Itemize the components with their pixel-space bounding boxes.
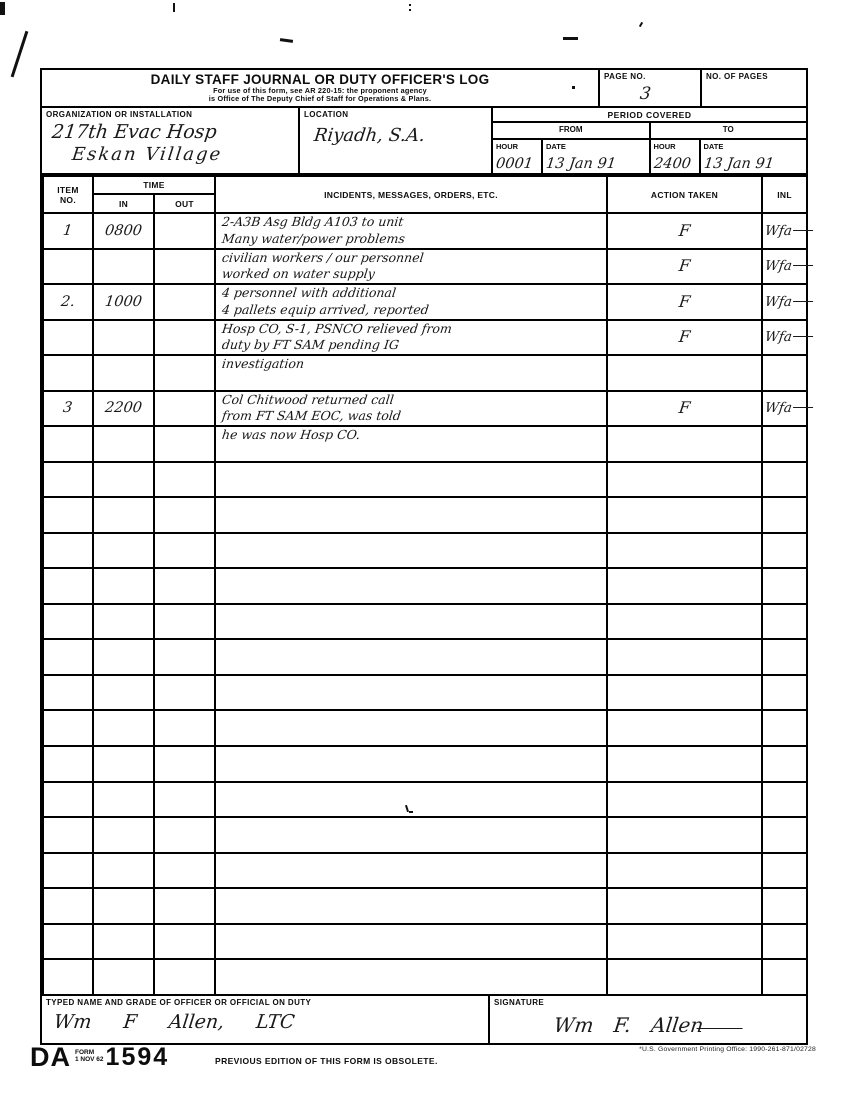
period-hour-date-labels — [493, 140, 806, 154]
journal-cell-incid — [215, 853, 607, 889]
from-hour-label: HOUR — [493, 140, 543, 154]
journal-cell-item — [43, 853, 93, 889]
journal-cell-out — [154, 213, 215, 249]
journal-row — [43, 924, 807, 960]
journal-row — [43, 604, 807, 640]
journal-cell-incid — [215, 213, 607, 249]
journal-cell-inl — [762, 249, 807, 285]
journal-cell-out — [154, 888, 215, 924]
journal-cell-action — [607, 817, 762, 853]
journal-cell-out — [154, 249, 215, 285]
journal-cell-out — [154, 924, 215, 960]
location-box — [300, 108, 493, 173]
journal-cell-in — [93, 249, 154, 285]
form-title: DAILY STAFF JOURNAL OR DUTY OFFICER'S LOG — [150, 72, 490, 87]
journal-row — [43, 959, 807, 995]
signature-band — [42, 996, 806, 1043]
col-header-time-out: OUT — [154, 194, 215, 213]
org-band — [42, 108, 806, 175]
form-subtitle-line2: is Office of The Deputy Chief of Staff for Operations & Plans. — [208, 94, 432, 103]
to-date-value: 13 Jan 91 — [702, 156, 775, 172]
log-table-body — [43, 213, 807, 995]
journal-cell-item — [43, 604, 93, 640]
organization-value-line1: 217th Evac Hosp — [50, 121, 219, 143]
journal-cell-out — [154, 391, 215, 427]
journal-cell-out — [154, 710, 215, 746]
journal-cell-in — [93, 639, 154, 675]
journal-cell-inl — [762, 924, 807, 960]
journal-cell-incid — [215, 924, 607, 960]
journal-cell-in — [93, 284, 154, 320]
in-value: 2200 — [104, 400, 143, 417]
journal-cell-item — [43, 782, 93, 818]
journal-cell-incid — [215, 710, 607, 746]
journal-cell-item — [43, 710, 93, 746]
scan-mark-slash — [11, 31, 28, 77]
journal-cell-in — [93, 746, 154, 782]
journal-cell-action — [607, 959, 762, 995]
page-no-value: 3 — [638, 84, 653, 104]
col-header-action: ACTION TAKEN — [607, 176, 762, 213]
journal-cell-action — [607, 675, 762, 711]
action-value: F — [677, 220, 692, 240]
item-value: 1 — [62, 222, 74, 239]
entry-text-line: Col Chitwood returned call — [221, 391, 395, 407]
journal-cell-item — [43, 888, 93, 924]
entry-text-line: from FT SAM EOC, was told — [221, 408, 402, 424]
journal-row — [43, 462, 807, 498]
period-to-label: TO — [722, 125, 734, 134]
journal-row — [43, 639, 807, 675]
journal-row — [43, 817, 807, 853]
journal-cell-action — [607, 497, 762, 533]
journal-row — [43, 533, 807, 569]
journal-cell-in — [93, 817, 154, 853]
journal-cell-incid — [215, 888, 607, 924]
journal-cell-incid — [215, 426, 607, 462]
scan-mark — [409, 9, 411, 11]
journal-cell-in — [93, 675, 154, 711]
journal-cell-out — [154, 568, 215, 604]
col-header-time-in: IN — [93, 194, 154, 213]
scan-mark — [280, 38, 293, 42]
journal-cell-out — [154, 959, 215, 995]
form-footer — [30, 1044, 830, 1084]
journal-cell-action — [607, 710, 762, 746]
journal-row — [43, 249, 807, 285]
journal-cell-action — [607, 888, 762, 924]
no-of-pages-label: NO. OF PAGES — [706, 72, 768, 81]
journal-cell-incid — [215, 355, 607, 391]
journal-cell-in — [93, 355, 154, 391]
journal-cell-incid — [215, 746, 607, 782]
journal-cell-out — [154, 639, 215, 675]
journal-row — [43, 213, 807, 249]
journal-cell-inl — [762, 782, 807, 818]
journal-cell-inl — [762, 355, 807, 391]
typed-name-box — [42, 996, 490, 1043]
journal-header-row-1 — [43, 176, 807, 194]
journal-cell-action — [607, 426, 762, 462]
journal-row — [43, 782, 807, 818]
form-edition-stack: FORM 1 NOV 62 — [75, 1049, 104, 1063]
journal-cell-incid — [215, 533, 607, 569]
entry-text-line: 2-A3B Asg Bldg A103 to unit — [221, 214, 405, 229]
journal-row — [43, 497, 807, 533]
inl-value: Wfa — [764, 400, 814, 416]
action-value: F — [677, 398, 692, 418]
obsolete-note: PREVIOUS EDITION OF THIS FORM IS OBSOLETE. — [215, 1056, 438, 1066]
organization-box — [42, 108, 300, 173]
journal-cell-in — [93, 533, 154, 569]
scan-mark — [409, 4, 411, 6]
entry-text-line: duty by FT SAM pending IG — [221, 337, 400, 353]
journal-cell-action — [607, 213, 762, 249]
from-hour-value: 0001 — [493, 154, 543, 173]
journal-cell-item — [43, 533, 93, 569]
page-no-label: PAGE NO. — [604, 72, 646, 81]
journal-cell-out — [154, 675, 215, 711]
form-subtitle-line1: For use of this form, see AR 220-15: the proponent agency — [213, 86, 427, 95]
journal-cell-item — [43, 426, 93, 462]
entry-text-line: 4 pallets equip arrived, reported — [221, 301, 430, 317]
journal-row — [43, 853, 807, 889]
period-from-label: FROM — [493, 123, 651, 138]
to-hour-value: 2400 — [651, 154, 701, 173]
signature-label: SIGNATURE — [494, 998, 545, 1007]
journal-cell-incid — [215, 604, 607, 640]
journal-cell-in — [93, 462, 154, 498]
journal-cell-inl — [762, 888, 807, 924]
journal-cell-in — [93, 853, 154, 889]
form-number-group — [30, 1044, 169, 1070]
journal-cell-item — [43, 817, 93, 853]
journal-cell-action — [607, 462, 762, 498]
col-header-item: ITEM NO. — [43, 176, 93, 213]
entry-text-line: 4 personnel with additional — [221, 285, 397, 301]
journal-cell-inl — [762, 426, 807, 462]
inl-value: Wfa — [764, 329, 814, 345]
journal-cell-item — [43, 675, 93, 711]
signature-box — [490, 996, 806, 1043]
col-header-inl: INL — [762, 176, 807, 213]
journal-cell-out — [154, 604, 215, 640]
journal-cell-in — [93, 568, 154, 604]
journal-cell-inl — [762, 675, 807, 711]
no-of-pages-box — [702, 70, 806, 106]
journal-cell-action — [607, 746, 762, 782]
da-text: DA — [30, 1042, 71, 1072]
journal-row — [43, 320, 807, 356]
entry-text-line: Hosp CO, S-1, PSNCO relieved from — [221, 320, 453, 336]
journal-cell-out — [154, 426, 215, 462]
col-header-time: TIME — [93, 176, 215, 194]
title-block — [42, 70, 600, 106]
journal-cell-out — [154, 746, 215, 782]
journal-cell-out — [154, 320, 215, 356]
journal-cell-action — [607, 782, 762, 818]
to-date-label: DATE — [703, 142, 724, 151]
journal-cell-inl — [762, 746, 807, 782]
in-value: 0800 — [104, 222, 143, 239]
location-label: LOCATION — [304, 110, 349, 119]
journal-cell-inl — [762, 710, 807, 746]
journal-row — [43, 710, 807, 746]
journal-cell-item — [43, 568, 93, 604]
journal-cell-incid — [215, 462, 607, 498]
journal-cell-inl — [762, 817, 807, 853]
inl-value: Wfa — [764, 294, 814, 310]
location-value: Riyadh, S.A. — [312, 125, 427, 146]
journal-cell-incid — [215, 639, 607, 675]
journal-cell-incid — [215, 675, 607, 711]
journal-cell-item — [43, 924, 93, 960]
journal-cell-out — [154, 497, 215, 533]
journal-cell-in — [93, 391, 154, 427]
journal-cell-in — [93, 782, 154, 818]
journal-cell-item — [43, 320, 93, 356]
scan-mark — [0, 2, 5, 15]
journal-cell-action — [607, 320, 762, 356]
journal-cell-out — [154, 853, 215, 889]
journal-row — [43, 355, 807, 391]
journal-cell-out — [154, 782, 215, 818]
entry-text-line: he was now Hosp CO. — [221, 427, 362, 443]
journal-cell-item — [43, 462, 93, 498]
in-value: 1000 — [104, 293, 143, 310]
item-value: 3 — [62, 400, 74, 417]
organization-label: ORGANIZATION OR INSTALLATION — [46, 110, 193, 119]
journal-cell-inl — [762, 462, 807, 498]
signature-value: Wm F. Allen — [553, 1013, 745, 1037]
entry-text-line: worked on water supply — [221, 266, 376, 282]
period-from-to-row — [493, 123, 806, 140]
col-header-incidents: INCIDENTS, MESSAGES, ORDERS, ETC. — [215, 176, 607, 213]
journal-cell-out — [154, 355, 215, 391]
to-hour-label: HOUR — [651, 140, 701, 154]
journal-cell-inl — [762, 284, 807, 320]
journal-cell-action — [607, 568, 762, 604]
period-covered-label: PERIOD COVERED — [493, 108, 806, 123]
scan-mark — [563, 37, 578, 40]
journal-cell-incid — [215, 391, 607, 427]
journal-cell-incid — [215, 284, 607, 320]
from-date-label: DATE — [543, 140, 651, 154]
journal-cell-in — [93, 320, 154, 356]
journal-cell-incid — [215, 817, 607, 853]
journal-cell-out — [154, 462, 215, 498]
journal-row — [43, 568, 807, 604]
journal-cell-action — [607, 391, 762, 427]
journal-cell-inl — [762, 604, 807, 640]
journal-cell-in — [93, 959, 154, 995]
gpo-note: *U.S. Government Printing Office: 1990-261-871/02728 — [639, 1046, 816, 1053]
journal-cell-item — [43, 355, 93, 391]
journal-cell-inl — [762, 497, 807, 533]
inl-value: Wfa — [764, 258, 814, 274]
journal-row — [43, 675, 807, 711]
journal-cell-action — [607, 853, 762, 889]
action-value: F — [677, 327, 692, 347]
journal-table — [42, 175, 808, 996]
form-header-band — [42, 70, 806, 108]
journal-cell-item — [43, 639, 93, 675]
journal-cell-in — [93, 604, 154, 640]
journal-cell-action — [607, 355, 762, 391]
journal-cell-inl — [762, 853, 807, 889]
inl-value: Wfa — [764, 223, 814, 239]
journal-cell-inl — [762, 639, 807, 675]
journal-cell-action — [607, 924, 762, 960]
journal-cell-action — [607, 284, 762, 320]
scan-mark — [173, 3, 175, 12]
journal-cell-incid — [215, 959, 607, 995]
period-covered-box — [493, 108, 806, 173]
journal-cell-action — [607, 604, 762, 640]
scan-mark — [639, 22, 643, 27]
journal-cell-inl — [762, 568, 807, 604]
da-form-1594 — [40, 68, 808, 1045]
entry-text-line: Many water/power problems — [221, 230, 406, 246]
journal-cell-in — [93, 888, 154, 924]
journal-cell-out — [154, 284, 215, 320]
typed-name-value: Wm F Allen, LTC — [52, 1011, 296, 1033]
journal-cell-incid — [215, 568, 607, 604]
journal-cell-incid — [215, 782, 607, 818]
journal-cell-inl — [762, 213, 807, 249]
journal-cell-inl — [762, 391, 807, 427]
journal-cell-item — [43, 284, 93, 320]
journal-row — [43, 391, 807, 427]
journal-cell-out — [154, 817, 215, 853]
journal-cell-item — [43, 959, 93, 995]
journal-cell-in — [93, 497, 154, 533]
page-no-box — [600, 70, 702, 106]
journal-cell-item — [43, 249, 93, 285]
journal-cell-action — [607, 533, 762, 569]
journal-cell-item — [43, 213, 93, 249]
journal-cell-out — [154, 533, 215, 569]
journal-cell-item — [43, 746, 93, 782]
organization-value-line2: Eskan Village — [70, 144, 224, 165]
journal-cell-in — [93, 924, 154, 960]
entry-text-line: civilian workers / our personnel — [221, 249, 425, 265]
form-number-text: 1594 — [105, 1043, 170, 1071]
journal-cell-item — [43, 497, 93, 533]
typed-name-label: TYPED NAME AND GRADE OF OFFICER OR OFFICIAL ON DUTY — [46, 998, 312, 1007]
journal-row — [43, 284, 807, 320]
journal-row — [43, 888, 807, 924]
journal-cell-action — [607, 639, 762, 675]
journal-cell-item — [43, 391, 93, 427]
entry-text-line: investigation — [221, 356, 306, 372]
item-value: 2. — [60, 293, 76, 310]
period-values-row — [493, 154, 806, 173]
journal-cell-incid — [215, 249, 607, 285]
from-date-value: 13 Jan 91 — [543, 154, 651, 173]
action-value: F — [677, 291, 692, 311]
action-value: F — [677, 256, 692, 276]
journal-cell-inl — [762, 320, 807, 356]
journal-cell-incid — [215, 320, 607, 356]
journal-row — [43, 426, 807, 462]
journal-cell-in — [93, 426, 154, 462]
journal-cell-inl — [762, 959, 807, 995]
journal-cell-action — [607, 249, 762, 285]
journal-cell-in — [93, 213, 154, 249]
journal-cell-incid — [215, 497, 607, 533]
journal-row — [43, 746, 807, 782]
journal-cell-inl — [762, 533, 807, 569]
journal-cell-in — [93, 710, 154, 746]
